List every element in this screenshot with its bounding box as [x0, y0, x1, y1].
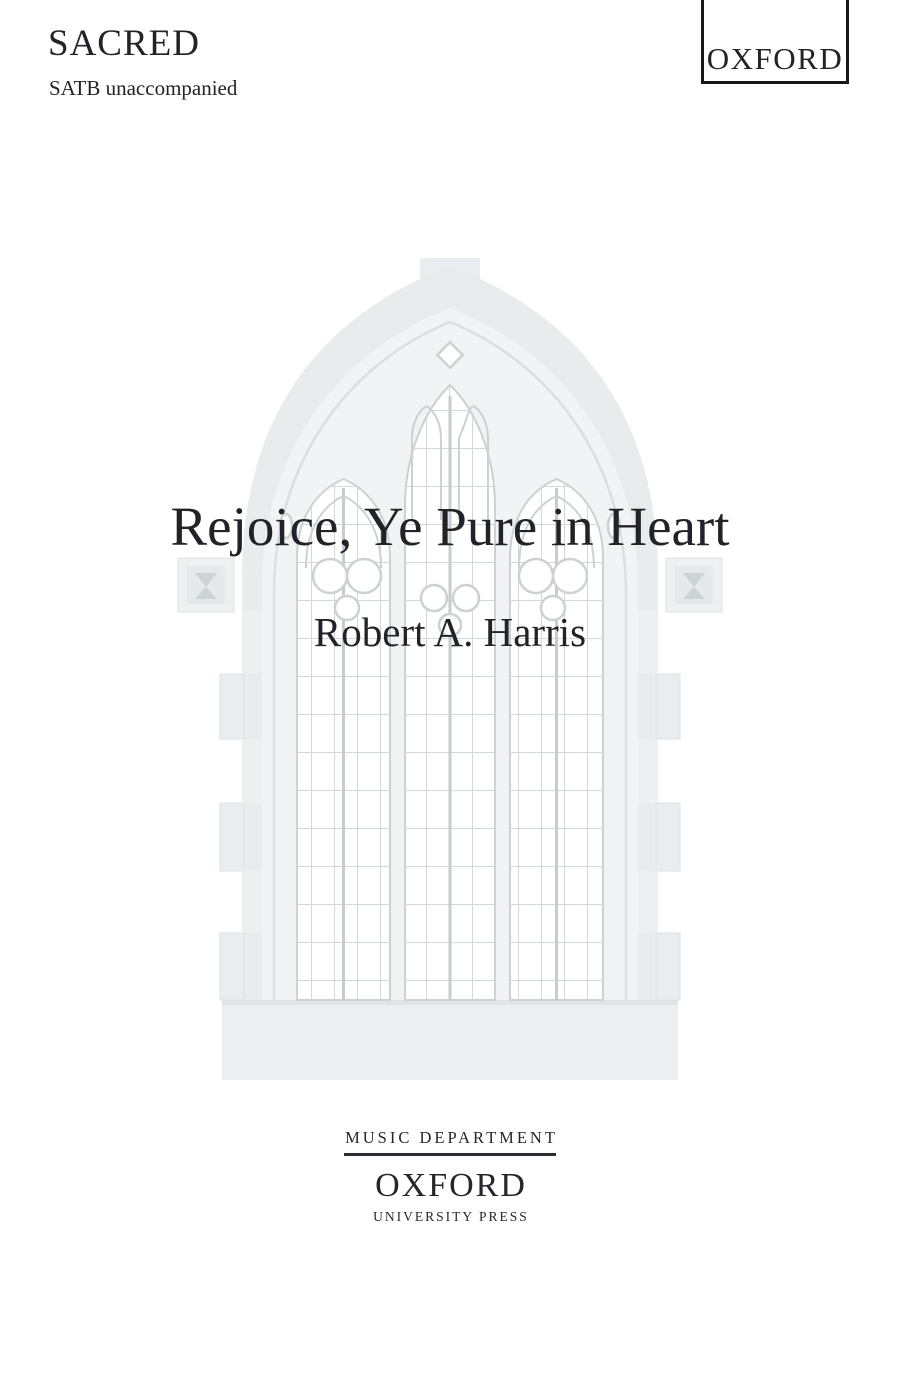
composer-name: Robert A. Harris — [313, 609, 587, 655]
imprint-department: MUSIC DEPARTMENT — [345, 1128, 558, 1147]
oxford-logo-box — [701, 0, 849, 84]
work-title: Rejoice, Ye Pure in Heart — [170, 496, 730, 557]
imprint-publisher: OXFORD — [375, 1166, 527, 1204]
imprint-publisher-sub: UNIVERSITY PRESS — [373, 1208, 529, 1224]
window-sill — [222, 1000, 678, 1080]
scoring-label: SATB unaccompanied — [49, 76, 238, 100]
oxford-logo-text: OXFORD — [706, 41, 844, 76]
imprint-rule — [344, 1153, 556, 1156]
publisher-imprint — [0, 1128, 900, 1225]
category-label: SACRED — [48, 23, 200, 64]
gothic-window-illustration — [150, 258, 750, 1083]
